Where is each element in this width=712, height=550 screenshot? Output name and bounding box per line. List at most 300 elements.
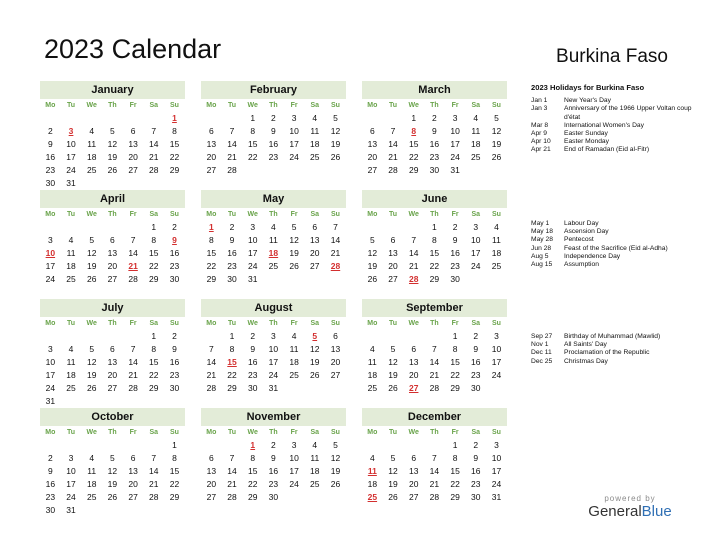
holiday-date: Mar 8: [531, 121, 549, 129]
day-cell: 26: [388, 383, 398, 393]
month-header: June: [362, 190, 507, 208]
weekday-label: Fr: [451, 320, 459, 327]
day-cell: 5: [333, 440, 338, 450]
weekday-label: Su: [169, 211, 179, 218]
day-cell: 18: [367, 479, 378, 489]
day-cell: 29: [149, 383, 159, 393]
day-cell: 22: [149, 261, 159, 271]
day-cell: 12: [289, 235, 299, 245]
day-cell: 18: [66, 370, 76, 380]
day-cell: 6: [369, 126, 375, 136]
weekday-label: Fr: [290, 211, 298, 218]
day-cell: 12: [330, 453, 341, 463]
weekday-label: Th: [430, 320, 439, 327]
day-cell: 24: [45, 383, 56, 393]
day-cell: 26: [107, 165, 118, 175]
weekday-label: Sa: [149, 429, 159, 436]
day-cell: 1: [151, 222, 157, 232]
holiday-row: [531, 105, 706, 121]
day-cell: 5: [390, 344, 396, 354]
holiday-date: Dec 25: [531, 357, 553, 365]
day-cell: 28: [128, 383, 138, 393]
day-cell: 26: [107, 492, 118, 502]
holiday-day-cell: 8: [411, 126, 417, 136]
day-cell: 12: [86, 357, 97, 367]
weekday-label: Sa: [310, 211, 320, 218]
day-cell: 8: [250, 126, 256, 136]
day-cell: 10: [268, 344, 279, 354]
holiday-list-title: 2023 Holidays for Burkina Faso: [531, 83, 645, 92]
day-cell: 20: [206, 479, 217, 489]
day-cell: 31: [45, 396, 56, 406]
day-cell: 21: [429, 370, 440, 380]
month-header: September: [362, 299, 507, 317]
day-cell: 29: [169, 165, 180, 175]
day-cell: 7: [432, 344, 437, 354]
day-cell: 3: [291, 113, 297, 123]
weekday-label: Su: [330, 320, 340, 327]
day-cell: 30: [471, 492, 481, 502]
empty-cell: [81, 112, 102, 125]
day-cell: 14: [149, 139, 159, 149]
day-cell: 13: [128, 139, 138, 149]
day-cell: 9: [432, 126, 437, 136]
weekday-label: Mo: [367, 102, 378, 109]
day-cell: 10: [471, 235, 481, 245]
day-cell: 23: [45, 165, 56, 175]
day-cell: 30: [429, 165, 440, 175]
weekday-label: Tu: [67, 320, 76, 327]
empty-cell: [201, 330, 222, 343]
weekday-label: Tu: [228, 429, 237, 436]
weekday-label: Th: [269, 211, 278, 218]
holiday-name: Easter Monday: [564, 138, 609, 146]
weekday-label: Th: [269, 102, 278, 109]
month-days-grid: [201, 99, 346, 177]
empty-cell: [40, 221, 61, 234]
empty-cell: [81, 439, 102, 452]
day-cell: 1: [229, 331, 235, 341]
holiday-row: [531, 130, 706, 138]
holiday-date: Jun 28: [531, 244, 552, 252]
day-cell: 12: [310, 344, 320, 354]
empty-cell: [143, 112, 164, 125]
empty-cell: [102, 112, 123, 125]
day-cell: 18: [491, 248, 502, 258]
day-cell: 29: [227, 383, 237, 393]
day-cell: 7: [130, 344, 136, 354]
empty-cell: [424, 330, 445, 343]
day-cell: 2: [452, 222, 458, 232]
day-cell: 31: [268, 383, 279, 393]
day-cell: 27: [107, 383, 118, 393]
day-cell: 25: [86, 165, 97, 175]
day-cell: 27: [310, 261, 320, 271]
day-cell: 10: [491, 453, 502, 463]
month-header: July: [40, 299, 185, 317]
day-cell: 6: [110, 235, 115, 245]
holiday-name: International Women's Day: [564, 121, 644, 129]
day-cell: 5: [110, 453, 115, 463]
holiday-row: [531, 138, 706, 146]
weekday-label: Th: [430, 102, 439, 109]
weekday-label: Tu: [67, 429, 76, 436]
day-cell: 29: [429, 274, 440, 284]
day-cell: 22: [169, 152, 180, 162]
holiday-name: All Saints' Day: [564, 341, 607, 349]
day-cell: 28: [206, 383, 217, 393]
day-cell: 11: [268, 235, 278, 245]
day-cell: 17: [268, 357, 279, 367]
weekday-label: Sa: [149, 211, 159, 218]
day-cell: 8: [229, 344, 235, 354]
day-cell: 15: [450, 357, 460, 367]
weekday-label: Su: [169, 102, 179, 109]
month-days-grid: [362, 317, 507, 395]
day-cell: 21: [330, 248, 341, 258]
day-cell: 13: [408, 466, 419, 476]
day-cell: 30: [471, 383, 481, 393]
month-days-grid: [362, 99, 507, 177]
month-november: [201, 408, 346, 504]
day-cell: 30: [169, 383, 180, 393]
day-cell: 16: [169, 357, 180, 367]
day-cell: 5: [390, 453, 396, 463]
day-cell: 17: [289, 139, 299, 149]
weekday-label: Sa: [310, 102, 320, 109]
day-cell: 22: [149, 370, 159, 380]
holiday-day-cell: 9: [172, 235, 177, 245]
holiday-list-q2: [531, 220, 706, 269]
holiday-row: [531, 146, 706, 154]
day-cell: 19: [330, 466, 341, 476]
day-cell: 23: [268, 479, 279, 489]
day-cell: 30: [268, 492, 279, 502]
month-october: [40, 408, 185, 517]
weekday-label: Th: [430, 429, 439, 436]
day-cell: 16: [45, 152, 56, 162]
day-cell: 15: [247, 466, 258, 476]
holiday-name: Feast of the Sacrifice (Eid al-Adha): [564, 244, 668, 252]
day-cell: 27: [388, 274, 398, 284]
weekday-label: Mo: [206, 320, 217, 327]
holiday-row: [531, 349, 706, 357]
day-cell: 29: [206, 274, 217, 284]
day-cell: 22: [206, 261, 217, 271]
day-cell: 23: [471, 479, 481, 489]
empty-cell: [201, 112, 222, 125]
day-cell: 31: [66, 178, 76, 188]
day-cell: 25: [86, 492, 97, 502]
day-cell: 14: [128, 248, 138, 258]
weekday-label: Su: [491, 211, 501, 218]
month-days-grid: [40, 208, 185, 286]
holiday-date: Aug 15: [531, 261, 553, 269]
weekday-label: Sa: [471, 429, 481, 436]
weekday-label: Sa: [149, 320, 159, 327]
day-cell: 8: [151, 235, 157, 245]
day-cell: 28: [429, 492, 440, 502]
day-cell: 7: [130, 235, 136, 245]
weekday-label: Mo: [45, 320, 56, 327]
day-cell: 10: [289, 453, 299, 463]
empty-cell: [143, 439, 164, 452]
day-cell: 22: [408, 152, 419, 162]
day-cell: 8: [432, 235, 437, 245]
day-cell: 5: [110, 126, 115, 136]
day-cell: 20: [107, 261, 118, 271]
day-cell: 28: [388, 165, 398, 175]
empty-cell: [123, 439, 144, 452]
weekday-label: Fr: [129, 320, 137, 327]
day-cell: 15: [450, 466, 460, 476]
month-days-grid: [201, 317, 346, 395]
day-cell: 27: [367, 165, 378, 175]
day-cell: 19: [491, 139, 502, 149]
day-cell: 26: [86, 383, 97, 393]
weekday-label: Tu: [228, 102, 237, 109]
day-cell: 18: [310, 139, 320, 149]
weekday-label: Su: [491, 429, 501, 436]
weekday-label: Th: [108, 211, 117, 218]
day-cell: 9: [271, 453, 276, 463]
month-header: April: [40, 190, 185, 208]
day-cell: 18: [367, 370, 378, 380]
empty-cell: [362, 112, 383, 125]
day-cell: 9: [452, 235, 458, 245]
month-header: February: [201, 81, 346, 99]
holiday-name: Pentecost: [564, 236, 594, 244]
day-cell: 24: [289, 152, 299, 162]
weekday-label: Th: [269, 429, 278, 436]
day-cell: 21: [227, 479, 237, 489]
holiday-row: [531, 253, 706, 261]
day-cell: 3: [47, 344, 53, 354]
holiday-list-q1: [531, 84, 706, 155]
holiday-day-cell: 25: [367, 492, 378, 502]
day-cell: 16: [429, 139, 440, 149]
empty-cell: [383, 439, 404, 452]
day-cell: 25: [491, 261, 502, 271]
day-cell: 16: [471, 357, 481, 367]
day-cell: 2: [47, 126, 53, 136]
day-cell: 19: [388, 479, 398, 489]
day-cell: 15: [429, 248, 440, 258]
day-cell: 19: [367, 261, 378, 271]
weekday-label: Su: [330, 211, 340, 218]
day-cell: 14: [149, 466, 159, 476]
weekday-label: Mo: [45, 102, 56, 109]
month-days-grid: [201, 208, 346, 286]
day-cell: 19: [289, 248, 299, 258]
weekday-label: Th: [430, 211, 439, 218]
day-cell: 23: [169, 370, 180, 380]
day-cell: 2: [271, 440, 276, 450]
holiday-row: [531, 122, 706, 130]
weekday-label: Tu: [67, 102, 76, 109]
day-cell: 20: [128, 479, 138, 489]
day-cell: 16: [247, 357, 258, 367]
month-march: [362, 81, 507, 177]
day-cell: 29: [169, 492, 180, 502]
day-cell: 2: [473, 331, 479, 341]
day-cell: 6: [411, 453, 417, 463]
holiday-date: Sep 27: [531, 333, 553, 340]
day-cell: 9: [229, 235, 235, 245]
day-cell: 9: [47, 466, 53, 476]
day-cell: 21: [408, 261, 419, 271]
day-cell: 7: [333, 222, 338, 232]
weekday-label: Su: [491, 320, 501, 327]
day-cell: 27: [408, 492, 419, 502]
weekday-label: We: [86, 102, 97, 109]
holiday-name: Christmas Day: [564, 357, 608, 365]
day-cell: 22: [450, 370, 460, 380]
day-cell: 7: [151, 453, 157, 463]
weekday-label: Th: [269, 320, 278, 327]
day-cell: 17: [66, 152, 76, 162]
holiday-name: Easter Sunday: [564, 130, 608, 138]
day-cell: 5: [89, 235, 95, 245]
day-cell: 21: [206, 370, 217, 380]
day-cell: 23: [247, 370, 258, 380]
empty-cell: [102, 439, 123, 452]
day-cell: 23: [169, 261, 180, 271]
weekday-label: We: [86, 429, 97, 436]
empty-cell: [61, 439, 82, 452]
day-cell: 24: [66, 165, 76, 175]
day-cell: 30: [45, 505, 56, 515]
day-cell: 26: [86, 274, 97, 284]
weekday-label: Tu: [389, 429, 398, 436]
empty-cell: [102, 221, 123, 234]
day-cell: 20: [388, 261, 398, 271]
holiday-row: [531, 220, 706, 228]
day-cell: 22: [227, 370, 237, 380]
day-cell: 25: [310, 479, 320, 489]
holiday-row: [531, 97, 706, 105]
day-cell: 26: [310, 370, 320, 380]
day-cell: 15: [408, 139, 419, 149]
day-cell: 13: [206, 466, 217, 476]
month-header: November: [201, 408, 346, 426]
day-cell: 6: [110, 344, 115, 354]
day-cell: 25: [289, 370, 299, 380]
day-cell: 9: [172, 344, 177, 354]
day-cell: 3: [68, 453, 74, 463]
weekday-label: We: [408, 429, 419, 436]
weekday-label: Su: [491, 102, 501, 109]
month-days-grid: [40, 426, 185, 517]
month-header: January: [40, 81, 185, 99]
day-cell: 7: [229, 126, 235, 136]
day-cell: 15: [149, 357, 159, 367]
day-cell: 2: [250, 331, 256, 341]
weekday-label: Fr: [290, 320, 298, 327]
day-cell: 20: [310, 248, 320, 258]
day-cell: 22: [429, 261, 440, 271]
holiday-name: End of Ramadan (Eid al-Fitr): [564, 146, 650, 154]
brand-name: GeneralBlue: [588, 503, 672, 520]
day-cell: 4: [271, 222, 276, 232]
holiday-name: Ascension Day: [564, 228, 609, 236]
weekday-label: Th: [108, 102, 117, 109]
empty-cell: [40, 330, 61, 343]
day-cell: 10: [66, 466, 76, 476]
day-cell: 10: [289, 126, 299, 136]
holiday-list-q3: [531, 333, 706, 366]
day-cell: 8: [452, 344, 458, 354]
day-cell: 10: [247, 235, 258, 245]
weekday-label: Mo: [206, 429, 217, 436]
holiday-date: Apr 10: [531, 138, 551, 146]
empty-cell: [81, 330, 102, 343]
day-cell: 19: [107, 152, 118, 162]
day-cell: 11: [310, 126, 320, 136]
day-cell: 28: [149, 492, 159, 502]
day-cell: 16: [450, 248, 460, 258]
day-cell: 30: [227, 274, 237, 284]
holiday-row: [531, 358, 706, 366]
empty-cell: [102, 330, 123, 343]
day-cell: 30: [169, 274, 180, 284]
month-january: [40, 81, 185, 190]
month-header: December: [362, 408, 507, 426]
day-cell: 12: [107, 139, 118, 149]
day-cell: 18: [86, 479, 97, 489]
day-cell: 17: [45, 370, 56, 380]
day-cell: 19: [86, 261, 97, 271]
holiday-day-cell: 28: [330, 261, 341, 271]
holiday-name: Anniversary of the 1966 Upper Voltan coup d'état: [564, 105, 692, 121]
weekday-label: Mo: [367, 320, 378, 327]
day-cell: 3: [291, 440, 297, 450]
empty-cell: [362, 330, 383, 343]
holiday-date: May 28: [531, 236, 553, 244]
empty-cell: [362, 439, 383, 452]
day-cell: 18: [86, 152, 97, 162]
day-cell: 29: [149, 274, 159, 284]
day-cell: 1: [432, 222, 437, 232]
holiday-date: Jan 3: [531, 105, 548, 113]
day-cell: 12: [86, 248, 97, 258]
day-cell: 21: [227, 152, 237, 162]
day-cell: 21: [429, 479, 440, 489]
holiday-day-cell: 1: [208, 222, 214, 232]
day-cell: 14: [429, 466, 440, 476]
day-cell: 31: [66, 505, 76, 515]
empty-cell: [61, 330, 82, 343]
day-cell: 27: [330, 370, 341, 380]
empty-cell: [403, 439, 424, 452]
day-cell: 12: [388, 357, 398, 367]
day-cell: 24: [289, 479, 299, 489]
holiday-day-cell: 21: [128, 261, 138, 271]
day-cell: 20: [107, 370, 118, 380]
day-cell: 15: [169, 466, 180, 476]
day-cell: 1: [452, 331, 458, 341]
weekday-label: Fr: [129, 211, 137, 218]
day-cell: 11: [492, 235, 501, 245]
day-cell: 7: [432, 453, 437, 463]
day-cell: 5: [369, 235, 375, 245]
day-cell: 18: [310, 466, 320, 476]
day-cell: 8: [172, 453, 177, 463]
holiday-date: Apr 9: [531, 130, 547, 138]
day-cell: 25: [367, 383, 378, 393]
day-cell: 6: [130, 126, 136, 136]
day-cell: 6: [390, 235, 396, 245]
